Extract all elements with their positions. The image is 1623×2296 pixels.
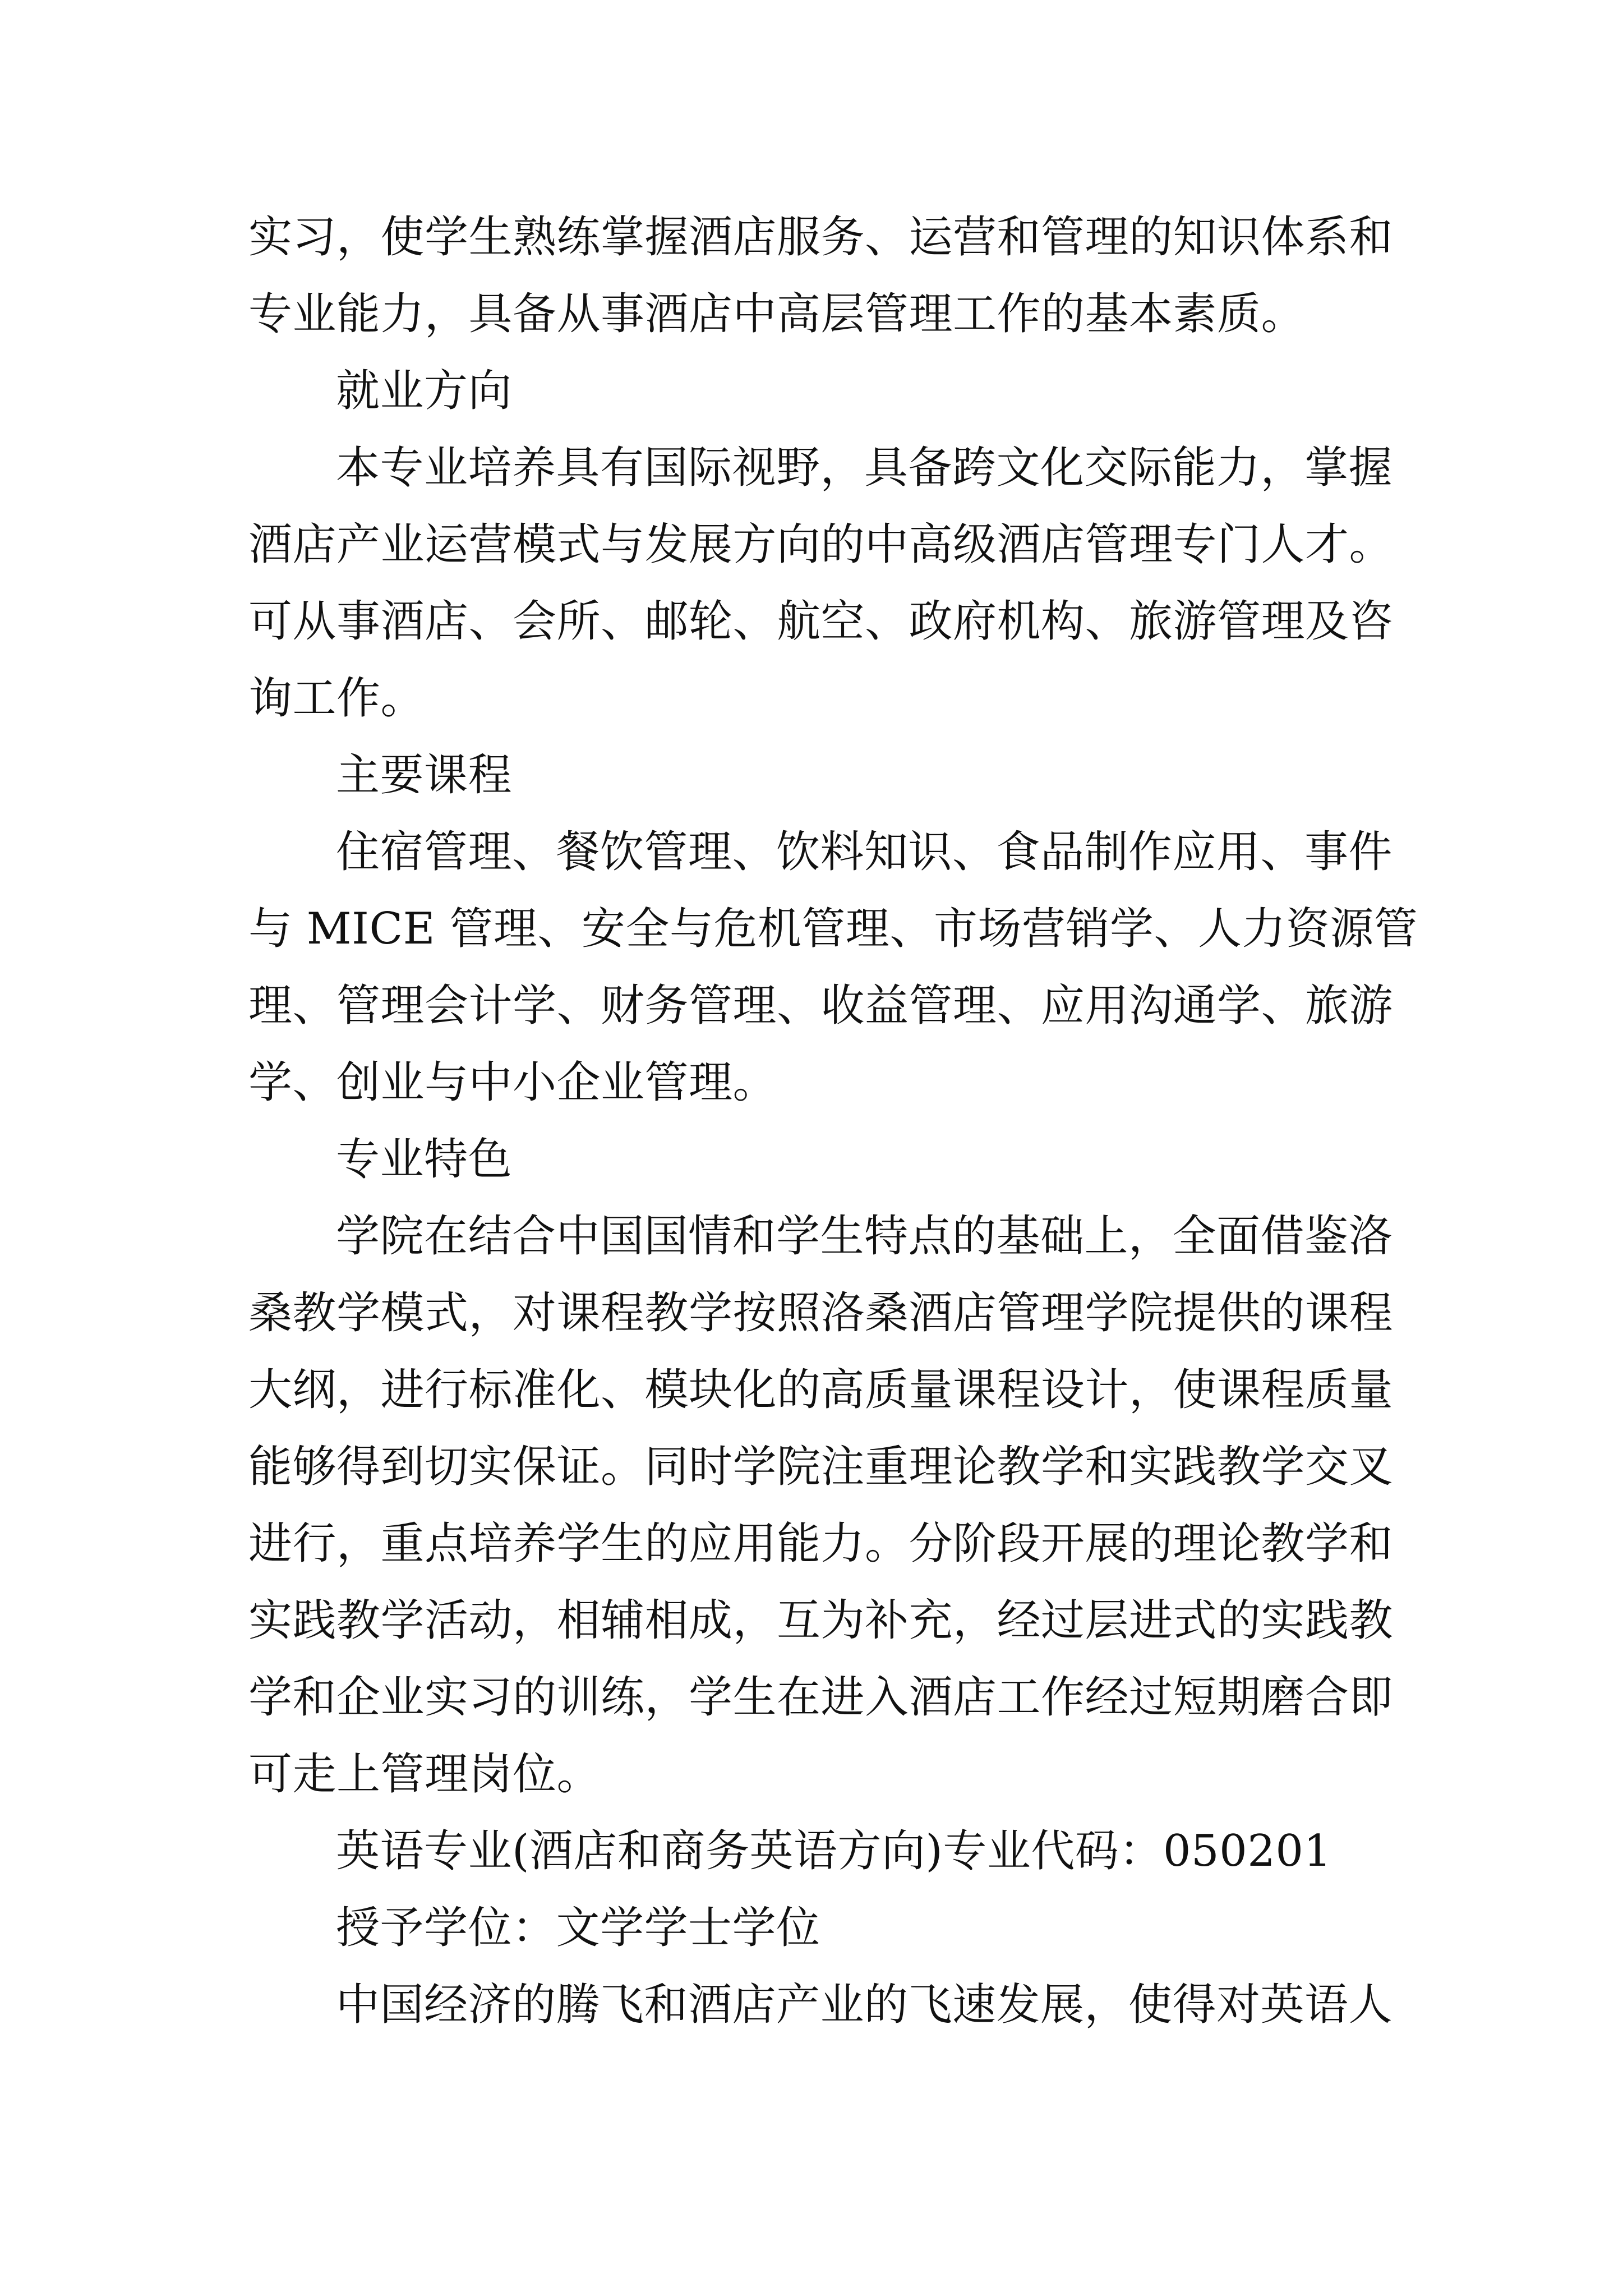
document-text <box>248 199 1418 2044</box>
text-line: 学、创业与中小企业管理。 <box>248 1057 777 1108</box>
text-line: 可从事酒店、会所、邮轮、航空、政府机构、旅游管理及咨 <box>248 596 1394 647</box>
text-line: 酒店产业运营模式与发展方向的中高级酒店管理专门人才。 <box>248 519 1394 570</box>
section-heading-courses: 主要课程 <box>336 750 513 800</box>
text-line: 专业能力，具备从事酒店中高层管理工作的基本素质。 <box>248 289 1306 339</box>
degree-line: 授予学位：文学学士学位 <box>336 1903 820 1953</box>
section-heading-employment: 就业方向 <box>336 366 513 416</box>
text-line: 能够得到切实保证。同时学院注重理论教学和实践教学交叉 <box>248 1442 1394 1492</box>
text-line: 学院在结合中国国情和学生特点的基础上，全面借鉴洛 <box>336 1211 1393 1262</box>
text-line: 本专业培养具有国际视野，具备跨文化交际能力，掌握 <box>336 443 1393 493</box>
text-line: 实践教学活动，相辅相成，互为补充，经过层进式的实践教 <box>248 1595 1394 1646</box>
text-line: 理、管理会计学、财务管理、收益管理、应用沟通学、旅游 <box>248 981 1394 1031</box>
text-line: 进行，重点培养学生的应用能力。分阶段开展的理论教学和 <box>248 1519 1394 1569</box>
text-line: 可走上管理岗位。 <box>248 1749 601 1800</box>
text-line: 询工作。 <box>248 673 425 724</box>
section-heading-features: 专业特色 <box>336 1134 513 1185</box>
major-title: 英语专业(酒店和商务英语方向)专业代码：050201 <box>336 1826 1332 1876</box>
text-line: 与 MICE 管理、安全与危机管理、市场营销学、人力资源管 <box>248 904 1418 954</box>
text-line: 学和企业实习的训练，学生在进入酒店工作经过短期磨合即 <box>248 1672 1394 1723</box>
text-line: 大纲，进行标准化、模块化的高质量课程设计，使课程质量 <box>248 1365 1394 1415</box>
text-line: 中国经济的腾飞和酒店产业的飞速发展，使得对英语人 <box>336 1980 1393 2030</box>
text-line: 实习，使学生熟练掌握酒店服务、运营和管理的知识体系和 <box>248 212 1394 263</box>
text-line: 住宿管理、餐饮管理、饮料知识、食品制作应用、事件 <box>336 827 1393 877</box>
text-line: 桑教学模式，对课程教学按照洛桑酒店管理学院提供的课程 <box>248 1288 1394 1338</box>
